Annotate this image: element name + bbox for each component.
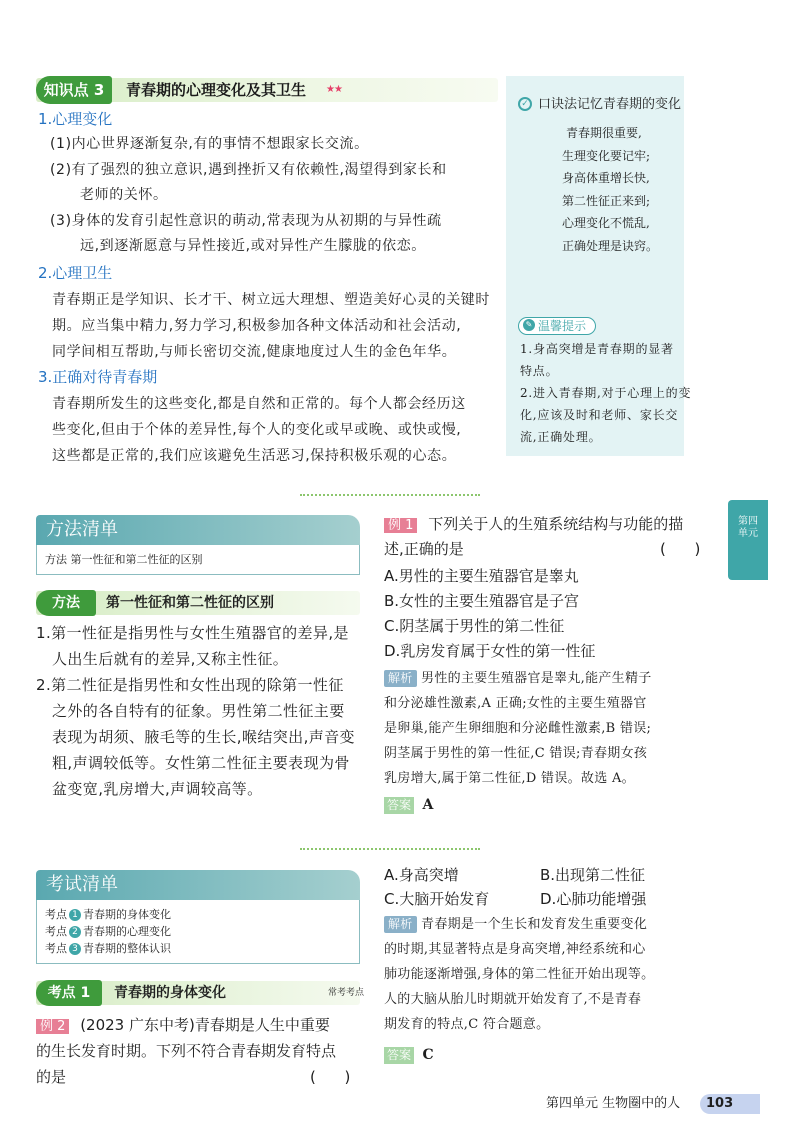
- method-line: 1.第一性征是指男性与女性生殖器官的差异,是: [36, 624, 349, 642]
- mnemonic-title: 口诀法记忆青春期的变化: [538, 97, 682, 112]
- example2-stem-3: 的是: [36, 1068, 67, 1086]
- mnemonic-line: 青春期很重要,: [566, 126, 642, 140]
- example1-options: [384, 564, 595, 664]
- option-b: B.出现第二性征: [540, 866, 646, 884]
- section2-line-2: 期。应当集中精力,努力学习,积极参加各种文体活动和社会活动,: [52, 318, 462, 334]
- mnemonic-line: 心理变化不慌乱,: [562, 216, 650, 230]
- method-line: 2.第二性征是指男性和女性出现的除第一性征: [36, 676, 344, 694]
- example2-stem-1: (2023 广东中考)青春期是人生中重要: [80, 1016, 330, 1034]
- method-list-header: 方法清单: [36, 515, 360, 545]
- tip-line: 2.进入青春期,对于心理上的变: [520, 386, 692, 400]
- section-divider: [300, 848, 480, 850]
- method-line: 之外的各自特有的征象。男性第二性征主要: [52, 702, 345, 720]
- example1-tag: 例 1: [384, 518, 417, 533]
- answer-tag: 答案: [384, 1047, 414, 1064]
- section3-heading: 3.正确对待青春期: [38, 368, 158, 386]
- method-line: 人出生后就有的差异,又称主性征。: [52, 650, 289, 668]
- analysis-line: 男性的主要生殖器官是睾丸,能产生精子: [421, 671, 652, 686]
- example1-stem-1: 下列关于人的生殖系统结构与功能的描: [428, 515, 684, 533]
- section3-line-3: 这些都是正常的,我们应该避免生活恶习,保持积极乐观的心态。: [52, 448, 457, 464]
- mnemonic-verse: [562, 122, 659, 257]
- option-a: A.身高突增: [384, 866, 459, 884]
- example1-stem-2: 述,正确的是: [384, 540, 464, 558]
- exam-list-header: 考试清单: [36, 870, 360, 900]
- section1-item-1: (1)内心世界逐渐复杂,有的事情不想跟家长交流。: [50, 136, 369, 152]
- mnemonic-line: 第二性征正来到;: [562, 193, 651, 208]
- section1-item-3-cont: 远,到逐渐愿意与异性接近,或对异性产生朦胧的依恋。: [80, 238, 426, 254]
- section1-item-2-cont: 老师的关怀。: [80, 187, 168, 203]
- check-icon: ✓: [518, 97, 532, 111]
- kp3-title: 青春期的心理变化及其卫生: [126, 81, 307, 99]
- option-c: C.阴茎属于男性的第二性征: [384, 617, 565, 635]
- kp3-badge: 知识点 3: [36, 76, 112, 104]
- method-bar-title: 第一性征和第二性征的区别: [106, 595, 274, 611]
- page-number: 103: [700, 1094, 760, 1114]
- option-b: B.女性的主要生殖器官是子宫: [384, 592, 580, 610]
- option-d: D.心肺功能增强: [540, 890, 647, 908]
- section1-item-3: (3)身体的发育引起性意识的萌动,常表现为从初期的与异性疏: [50, 213, 442, 229]
- method-line: 表现为胡须、腋毛等的生长,喉结突出,声音变: [52, 728, 355, 746]
- example1-answer: [384, 795, 433, 815]
- tip-line: 特点。: [520, 364, 559, 378]
- exam-point-badge: 考点 1: [36, 980, 102, 1006]
- unit-side-tab: [728, 500, 768, 580]
- exam-point-title: 青春期的身体变化: [114, 985, 226, 1001]
- tip-line: 1.身高突增是青春期的显著: [520, 342, 674, 356]
- section2-heading: 2.心理卫生: [38, 264, 113, 282]
- analysis-line: 和分泌雄性激素,A 正确;女性的主要生殖器官: [384, 696, 647, 711]
- analysis-line: 阴茎属于男性的第一性征,C 错误;青春期女孩: [384, 746, 648, 761]
- method-line: 粗,声调较低等。女性第二性征主要表现为骨: [52, 754, 350, 772]
- example1-answer-blank: ( ): [660, 540, 701, 558]
- exam-point-item: 考点 1 青春期的身体变化: [45, 908, 171, 921]
- answer-value: C: [422, 1047, 434, 1063]
- tip-line: 化,应该及时和老师、家长交: [520, 408, 679, 422]
- section1-heading: 1.心理变化: [38, 110, 113, 128]
- analysis-tag: 解析: [384, 916, 417, 933]
- example2-tag: 例 2: [36, 1019, 69, 1034]
- example2-answer: [384, 1045, 434, 1065]
- lightbulb-icon: ✎: [523, 319, 535, 331]
- analysis-line: 乳房增大,属于第二性征,D 错误。故选 A。: [384, 771, 635, 786]
- option-c: C.大脑开始发育: [384, 890, 490, 908]
- section-divider: [300, 494, 480, 496]
- mnemonic-line: 身高体重增长快,: [562, 171, 650, 185]
- example1-question: [384, 513, 683, 536]
- tip-line: 流,正确处理。: [520, 430, 602, 444]
- analysis-line: 期发育的特点,C 符合题意。: [384, 1017, 550, 1032]
- section3-line-2: 些变化,但由于个体的差异性,每个人的变化或早或晚、或快或慢,: [52, 422, 462, 438]
- example2-analysis: [384, 912, 654, 1037]
- difficulty-stars: ★★: [326, 84, 342, 95]
- example2-answer-blank: ( ): [310, 1068, 351, 1086]
- method-list-item: 方法 第一性征和第二性征的区别: [36, 545, 360, 575]
- analysis-line: 的时期,其显著特点是身高突增,神经系统和心: [384, 942, 646, 957]
- exam-list-items: [36, 900, 360, 964]
- analysis-line: 是卵巢,能产生卵细胞和分泌雌性激素,B 错误;: [384, 721, 652, 736]
- mnemonic-line: 生理变化要记牢;: [562, 148, 651, 163]
- analysis-line: 人的大脑从胎儿时期就开始发育了,不是青春: [384, 992, 642, 1007]
- section2-line-1: 青春期正是学知识、长才干、树立远大理想、塑造美好心灵的关键时: [52, 292, 490, 308]
- option-a: A.男性的主要生殖器官是睾丸: [384, 567, 579, 585]
- answer-value: A: [422, 797, 434, 813]
- section2-line-3: 同学间相互帮助,与师长密切交流,健康地度过人生的金色年华。: [52, 344, 457, 360]
- answer-tag: 答案: [384, 797, 414, 814]
- method-badge: 方法: [36, 590, 96, 616]
- example2-stem-2: 的生长发育时期。下列不符合青春期发育特点: [36, 1042, 337, 1060]
- exam-point-item: 考点 3 青春期的整体认识: [45, 942, 171, 955]
- mnemonic-line: 正确处理是诀窍。: [562, 238, 659, 253]
- frequent-tag: 常考考点: [328, 988, 365, 998]
- exam-point-item: 考点 2 青春期的心理变化: [45, 925, 171, 938]
- tip-title: 温馨提示: [538, 319, 587, 333]
- unit-side-tab-label: 第四单元: [738, 516, 758, 539]
- analysis-line: 肺功能逐渐增强,身体的第二性征开始出现等。: [384, 967, 655, 982]
- analysis-line: 青春期是一个生长和发育发生重要变化: [421, 917, 648, 932]
- method-line: 盆变宽,乳房增大,声调较高等。: [52, 780, 263, 798]
- section3-line-1: 青春期所发生的这些变化,都是自然和正常的。每个人都会经历这: [52, 396, 466, 412]
- method-content: [36, 620, 355, 802]
- option-d: D.乳房发育属于女性的第一性征: [384, 642, 596, 660]
- analysis-tag: 解析: [384, 670, 417, 687]
- tip-text: [520, 338, 691, 448]
- page-footer-unit: 第四单元 生物圈中的人: [546, 1096, 681, 1111]
- example1-analysis: [384, 666, 652, 791]
- example2-question: [36, 1014, 330, 1037]
- section1-item-2: (2)有了强烈的独立意识,遇到挫折又有依赖性,渴望得到家长和: [50, 162, 447, 178]
